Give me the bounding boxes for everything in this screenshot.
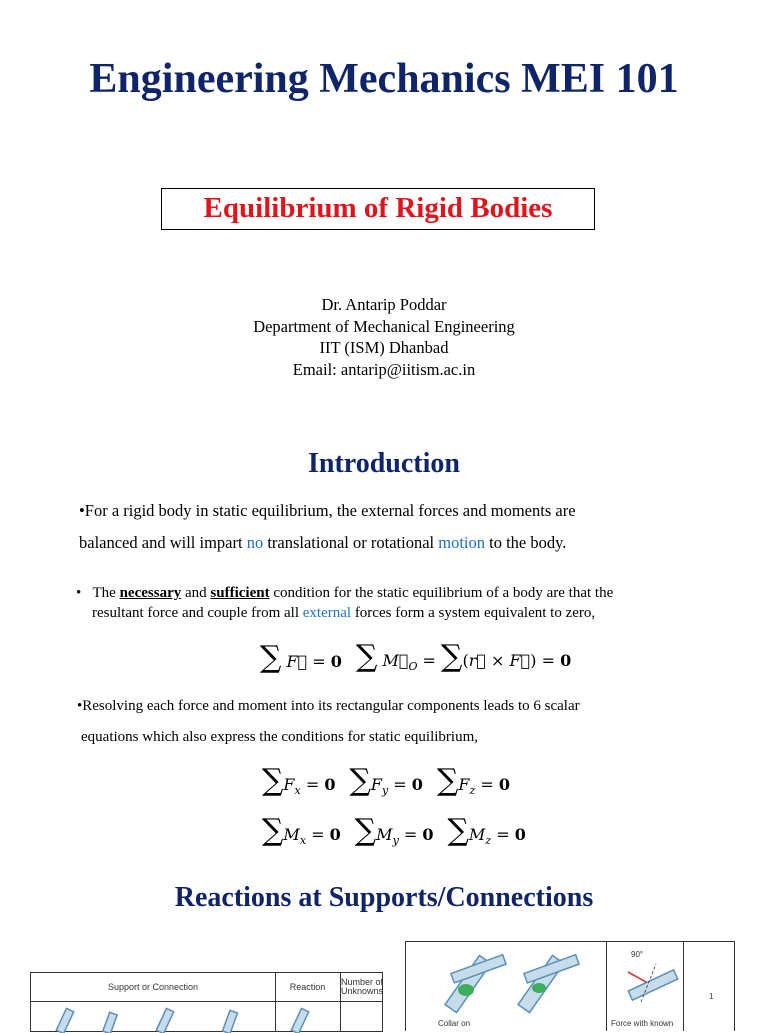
- page-title: Engineering Mechanics MEI 101: [89, 56, 679, 102]
- highlight-motion: motion: [438, 533, 485, 552]
- text: balanced and will impart: [79, 533, 247, 552]
- resolving-line2: equations which also express the conditions for static equilibrium,: [81, 729, 479, 745]
- condition-line1: [76, 583, 613, 603]
- text: condition for the static equilibrium of a body are that the: [269, 585, 614, 601]
- text: forces form a system equivalent to zero,: [351, 605, 596, 621]
- resolving-line1: •Resolving each force and moment into its rectangular components leads to 6 scalar: [77, 698, 580, 714]
- highlight-external: external: [302, 605, 352, 621]
- author-email: Email: antarip@iitism.ac.in: [292, 359, 476, 379]
- necessary-term: necessary: [119, 585, 182, 601]
- vector-equilibrium-equation: [260, 639, 572, 675]
- force-sum: ∑ F⃗ = 0: [260, 639, 342, 675]
- supports-table: [30, 972, 383, 1032]
- force-known-label: Force with known: [611, 1019, 674, 1028]
- bullet: •: [76, 585, 82, 601]
- text: translational or rotational: [263, 533, 439, 552]
- collar-label: Collar on: [438, 1019, 471, 1028]
- fz-equation: $\sum F_z = 0$: [436, 763, 510, 798]
- force-scalar-equations: [262, 763, 510, 798]
- angle-label: 90°: [631, 950, 644, 959]
- mx-equation: $\sum M_x = 0$: [262, 813, 341, 848]
- my-equation: $\sum M_y = 0$: [354, 813, 434, 848]
- intro-paragraph-line1: •For a rigid body in static equilibrium, the external forces and moments are: [79, 501, 576, 520]
- support-sketches: [31, 1001, 382, 1033]
- subtitle-box: [161, 188, 595, 230]
- collar-table: [405, 941, 735, 1031]
- header-reaction: Reaction: [289, 981, 326, 992]
- sufficient-term: sufficient: [210, 585, 270, 601]
- moment-sum: ∑ $M⃗_O$ = ∑(r⃗ × F⃗) = 0: [355, 639, 572, 674]
- author-block: [0, 294, 768, 380]
- intro-paragraph-line2: [79, 532, 566, 554]
- author-department: Department of Mechanical Engineering: [253, 316, 515, 336]
- fx-equation: $\sum F_x = 0$: [262, 763, 336, 798]
- mz-equation: $\sum M_z = 0$: [447, 813, 526, 848]
- header-unknowns: Number of Unknowns: [341, 977, 384, 996]
- header-support: Support or Connection: [107, 981, 199, 992]
- author-institute: IIT (ISM) Dhanbad: [319, 338, 449, 357]
- text: resultant force and couple from all: [92, 605, 303, 621]
- text: The: [92, 585, 120, 601]
- author-name: Dr. Antarip Poddar: [321, 295, 447, 314]
- text: to the body.: [485, 533, 567, 552]
- subtitle: Equilibrium of Rigid Bodies: [203, 192, 553, 224]
- text: and: [181, 585, 211, 601]
- highlight-no: no: [246, 533, 264, 552]
- fy-equation: $\sum F_y = 0$: [349, 763, 423, 798]
- unknowns-count: 1: [709, 992, 714, 1001]
- reactions-heading: Reactions at Supports/Connections: [174, 882, 594, 913]
- supports-table-header: [31, 973, 382, 1002]
- intro-heading: Introduction: [308, 448, 460, 479]
- moment-scalar-equations: [262, 813, 526, 848]
- condition-line2: [92, 603, 595, 623]
